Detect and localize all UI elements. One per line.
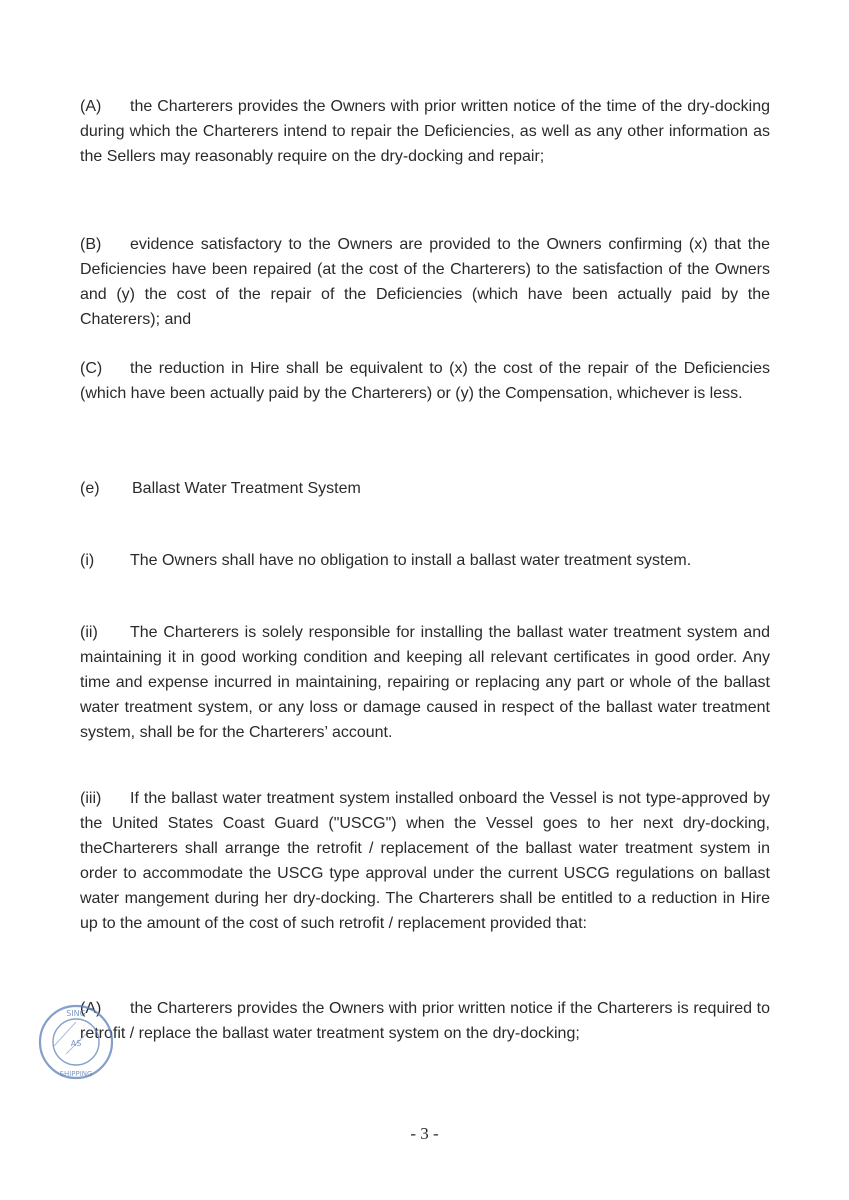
paragraph-label: (i)	[80, 552, 95, 569]
paragraph-text: The Owners shall have no obligation to install a ballast water treatment system.	[130, 552, 692, 569]
paragraph-label: (B)	[80, 236, 102, 253]
paragraph-text: the Charterers provides the Owners with prior written notice if the Charterers is required to retrofit / replace the ballast water treatment system on the dry-docking;	[80, 1000, 770, 1042]
paragraph-label: (C)	[80, 360, 103, 377]
paragraph-text: evidence satisfactory to the Owners are provided to the Owners confirming (x) that the Deficiencies have been repaired (at the cost of the Charterers) to the satisfaction of the Owners and (y) the cost of the repair of the Deficiencies (which have been actually paid by the Chaterers); and	[80, 236, 770, 328]
section-heading-ballast-water	[80, 476, 361, 501]
paragraph-iii-uscg-type-approval	[80, 786, 770, 936]
paragraph-label: (A)	[80, 1000, 102, 1017]
paragraph-text: If the ballast water treatment system installed onboard the Vessel is not type-approved by the United States Coast Guard ("USCG") when the Vessel goes to her next dry-docking, theCharterers shall arrange the retrofit / replacement of the ballast water treatment system in order to accommodate the USCG type approval under the current USCG regulations on ballast water mangement during her dry-docking. The Charterers shall be entitled to a reduction in Hire up to the amount of the cost of such retrofit / replacement provided that:	[80, 790, 770, 932]
company-seal-stamp	[36, 1002, 116, 1082]
paragraph-label: (A)	[80, 98, 102, 115]
paragraph-a-dry-docking-notice	[80, 94, 770, 169]
paragraph-c-reduction-in-hire	[80, 356, 770, 406]
paragraph-i-no-obligation	[80, 548, 770, 573]
paragraph-text: the Charterers provides the Owners with prior written notice of the time of the dry-docking during which the Charterers intend to repair the Deficiencies, as well as any other information as the Sellers may reasonably require on the dry-docking and repair;	[80, 98, 770, 165]
paragraph-ii-charterers-responsible	[80, 620, 770, 745]
paragraph-label: (iii)	[80, 790, 102, 807]
page-number: - 3 -	[410, 1124, 439, 1143]
paragraph-text: The Charterers is solely responsible for installing the ballast water treatment system and maintaining it in good working condition and keeping all relevant certificates in good order. Any time and expense incurred in maintaining, repairing or replacing any part or whole of the ballast water treatment system, or any loss or damage caused in respect of the ballast water treatment system, shall be for the Charterers’ account.	[80, 624, 770, 741]
heading-label: (e)	[80, 480, 100, 497]
svg-text:AS: AS	[70, 1039, 82, 1048]
paragraph-label: (ii)	[80, 624, 98, 641]
paragraph-text: the reduction in Hire shall be equivalent to (x) the cost of the repair of the Deficiencies (which have been actually paid by the Charterers) or (y) the Compensation, whichever is less.	[80, 360, 770, 402]
paragraph-b-evidence	[80, 232, 770, 332]
paragraph-a-retrofit-notice	[80, 996, 770, 1046]
heading-text: Ballast Water Treatment System	[132, 480, 361, 497]
svg-text:SING: SING	[66, 1009, 86, 1018]
svg-text:SHIPPING: SHIPPING	[59, 1070, 93, 1078]
